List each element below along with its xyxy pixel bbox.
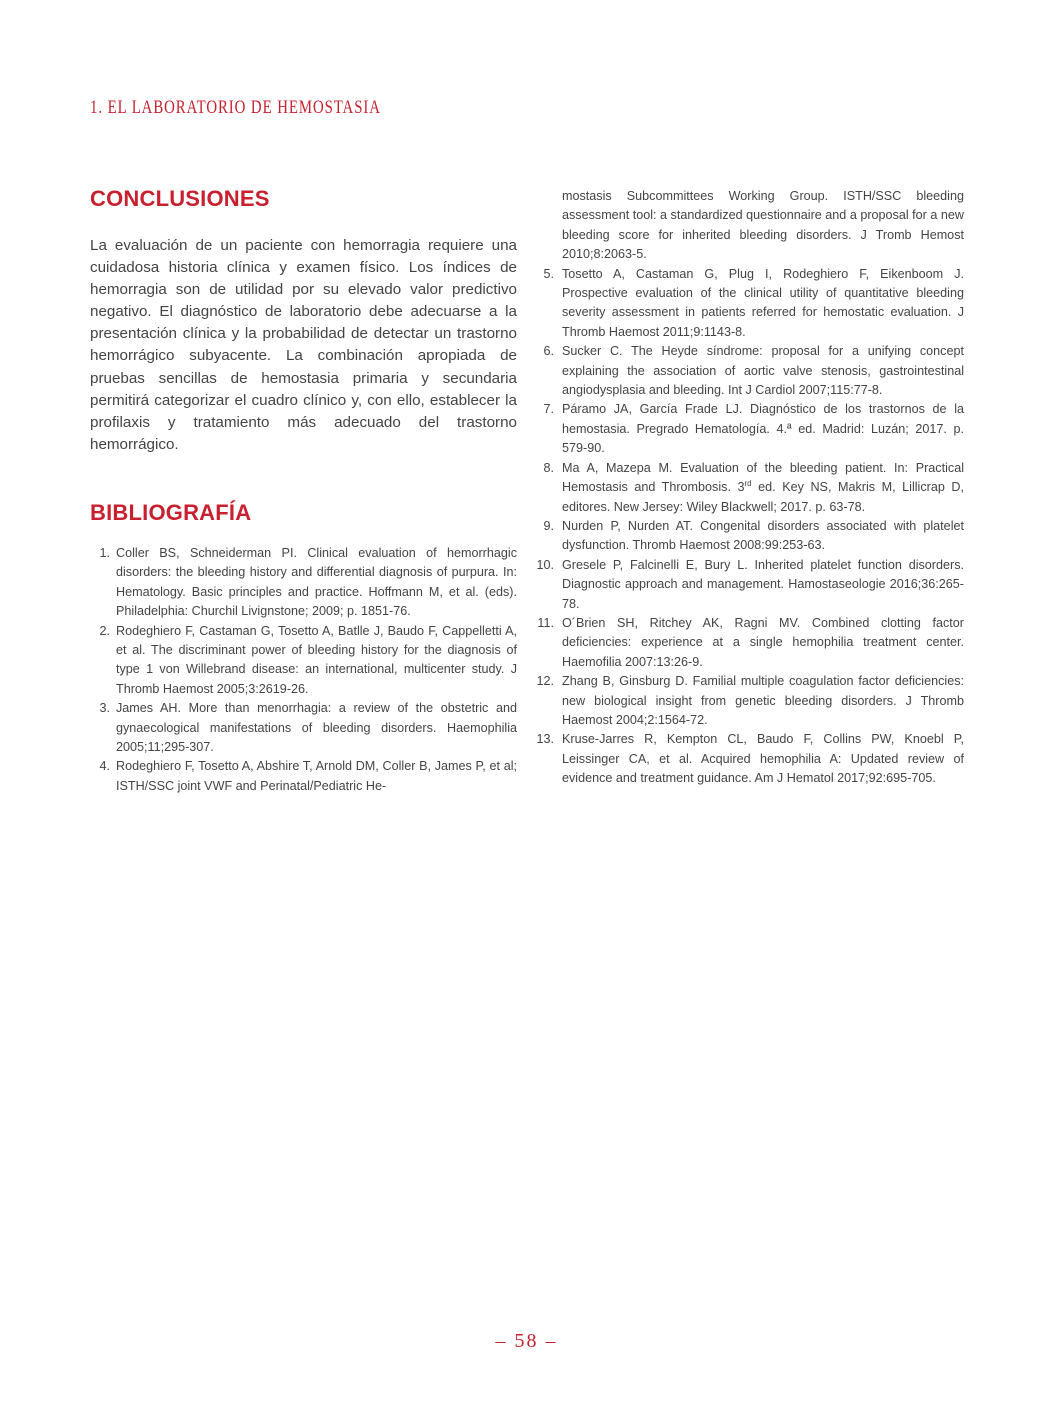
reference-number: 3. (99, 701, 110, 716)
reference-item (90, 544, 517, 622)
reference-number: 6. (543, 344, 554, 359)
reference-text: Tosetto A, Castaman G, Plug I, Rodeghiero F, Eikenboom J. Prospective evaluation of the clinical utility of quantitative bleeding severity assessment in patients referred for hemostatic evaluation. J Thromb Haemost 2011;9:1143-8. (562, 266, 964, 339)
reference-number: 4. (99, 759, 110, 774)
running-header: 1. EL LABORATORIO DE HEMOSTASIA (90, 97, 381, 118)
reference-list-left (90, 544, 517, 796)
conclusions-paragraph: La evaluación de un paciente con hemorragia requiere una cuidadosa historia clínica y examen físico. Los índices de hemorragia son de utilidad por su elevado valor predictivo negativo. El diagnóstico de laboratorio debe adecuarse a la presentación clínica y la probabilidad de detectar un trastorno hemorrágico subyacente. La combinación apropiada de pruebas sencillas de hemostasia primaria y secundaria permitirá categorizar el cuadro clínico y, con ello, establecer la profilaxis y tratamiento más adecuado del trastorno hemorrágico. (90, 237, 517, 453)
reference-item (534, 672, 964, 730)
reference-number: 10. (536, 557, 554, 572)
reference-item (534, 517, 964, 556)
conclusions-heading: CONCLUSIONES (90, 186, 270, 211)
reference-number: 11. (537, 615, 554, 630)
reference-list-right (534, 265, 964, 789)
reference-number: 12. (536, 674, 554, 689)
page-number: – 58 – (495, 1330, 558, 1352)
bibliography-heading: BIBLIOGRAFÍA (90, 499, 252, 525)
reference-text: Páramo JA, García Frade LJ. Diagnóstico de los trastornos de la hemostasia. Pregrado Hematología. 4.ª ed. Madrid: Luzán; 2017. p. 579-90. (562, 402, 964, 456)
reference-text: Nurden P, Nurden AT. Congenital disorders associated with platelet dysfunction. Thromb Haemost 2008:99:253-63. (562, 518, 964, 553)
reference-item (90, 622, 517, 700)
reference-text: Rodeghiero F, Castaman G, Tosetto A, Batlle J, Baudo F, Cappelletti A, et al. The discriminant power of bleeding history for the diagnosis of type 1 von Willebrand disease: an international, multicenter study. J Thromb Haemost 2005;3:2619-26. (116, 623, 517, 696)
reference-item (90, 699, 517, 757)
reference-item (534, 556, 964, 614)
reference-text (562, 461, 964, 514)
reference-text: Kruse-Jarres R, Kempton CL, Baudo F, Collins PW, Knoebl P, Leissinger CA, et al. Acquired hemophilia A: Updated review of evidence and treatment guidance. Am J Hematol 2017;92:695-705. (562, 732, 964, 786)
superscript: rd (744, 478, 752, 488)
reference-text: Rodeghiero F, Tosetto A, Abshire T, Arnold DM, Coller B, James P, et al; ISTH/SSC joint VWF and Perinatal/Pediatric He- (116, 759, 517, 793)
reference-item (90, 757, 517, 796)
reference-number: 7. (543, 402, 554, 417)
reference-continuation: mostasis Subcommittees Working Group. ISTH/SSC bleeding assessment tool: a standardized questionnaire and a proposal for a new bleeding score for inherited bleeding disorders. J Tromb Hemost 2010;8:2063-5. (562, 189, 964, 262)
reference-item (534, 459, 964, 517)
reference-number: 2. (99, 623, 110, 638)
right-column (534, 187, 964, 789)
reference-item (534, 730, 964, 788)
reference-number: 9. (543, 518, 554, 533)
reference-text: Gresele P, Falcinelli E, Bury L. Inherited platelet function disorders. Diagnostic approach and management. Hamostaseologie 2016;36:265-78. (562, 557, 964, 611)
reference-number: 13. (536, 732, 554, 747)
reference-number: 8. (543, 460, 554, 475)
reference-text: O´Brien SH, Ritchey AK, Ragni MV. Combined clotting factor deficiencies: experience at a single hemophilia treatment center. Haemofilia 2007:13:26-9. (562, 615, 964, 669)
reference-item (534, 342, 964, 400)
reference-item (534, 614, 964, 672)
reference-item (534, 265, 964, 343)
reference-text: Coller BS, Schneiderman PI. Clinical evaluation of hemorrhagic disorders: the bleeding history and differential diagnosis of purpura. In: Hematology. Basic principles and practice. Hoffmann M, et al. (eds). Philadelphia: Churchil Livignstone; 2009; p. 1851-76. (116, 545, 517, 619)
reference-number: 1. (99, 545, 110, 560)
reference-text-part: Ma A, Mazepa M. Evaluation of the bleeding patient. In: Practical Hemostasis and Thrombosis. 3 (562, 460, 964, 495)
left-column (90, 186, 517, 796)
reference-item (534, 400, 964, 458)
reference-text: Zhang B, Ginsburg D. Familial multiple coagulation factor deficiencies: new biological insight from genetic bleeding disorders. J Thromb Haemost 2004;2:1564-72. (562, 674, 964, 727)
reference-text-part: ed. Key NS, Makris M, Lillicrap D, editores. New Jersey: Wiley Blackwell; 2017. p. 63-78. (562, 480, 964, 514)
reference-number: 5. (543, 266, 554, 281)
reference-text: James AH. More than menorrhagia: a review of the obstetric and gynaecological manifestations of bleeding disorders. Haemophilia 2005;11;295-307. (116, 701, 517, 754)
reference-text: Sucker C. The Heyde síndrome: proposal for a unifying concept explaining the association of aortic valve stenosis, gastrointestinal angiodysplasia and bleeding. Int J Cardiol 2007;115:77-8. (562, 344, 964, 398)
